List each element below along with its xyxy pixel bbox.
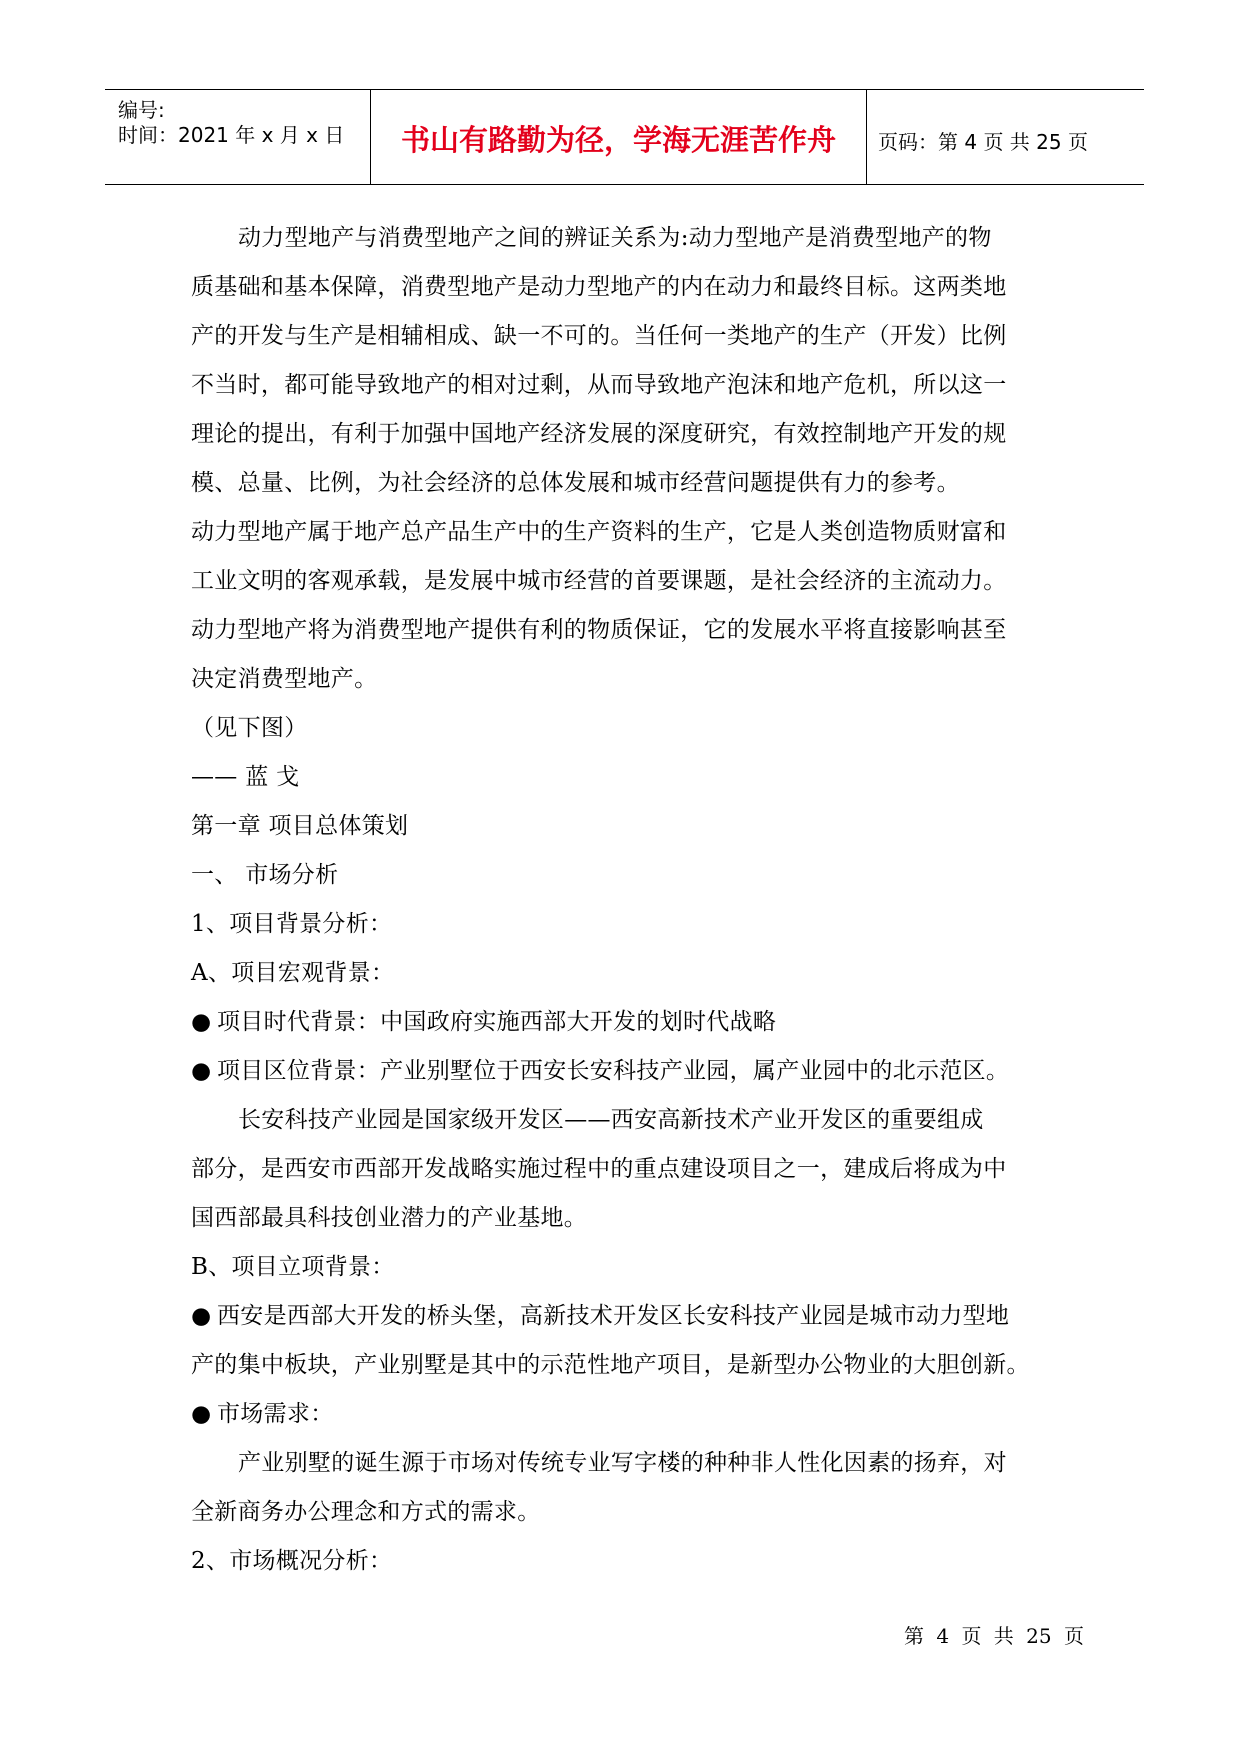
body-line: 部分，是西安市西部开发战略实施过程中的重点建设项目之一，建成后将成为中 <box>191 1156 1007 1182</box>
body-line: 产的集中板块，产业别墅是其中的示范性地产项目，是新型办公物业的大胆创新。 <box>191 1352 1030 1378</box>
page-header <box>105 89 1144 185</box>
bullet-text: 项目区位背景：产业别墅位于西安长安科技产业园，属产业园中的北示范区。 <box>217 1058 1010 1084</box>
bullet-icon: ● <box>191 1058 212 1084</box>
page-footer: 第 4 页 共 25 页 <box>904 1624 1084 1648</box>
bullet-icon: ● <box>191 1401 212 1427</box>
body-line: 全新商务办公理念和方式的需求。 <box>191 1499 541 1525</box>
body-line: 工业文明的客观承载，是发展中城市经营的首要课题，是社会经济的主流动力。 <box>191 568 1007 594</box>
header-motto: 书山有路勤为径，学海无涯苦作舟 <box>400 123 836 157</box>
body-line: 质基础和基本保障，消费型地产是动力型地产的内在动力和最终目标。这两类地 <box>191 274 1007 300</box>
author-line: —— 蓝 戈 <box>191 764 300 790</box>
figure-reference: （见下图） <box>191 715 308 741</box>
body-line: 长安科技产业园是国家级开发区——西安高新技术产业开发区的重要组成 <box>238 1107 984 1133</box>
body-line: 动力型地产属于地产总产品生产中的生产资料的生产，它是人类创造物质财富和 <box>191 519 1007 545</box>
header-left-cell <box>105 90 370 184</box>
bullet-icon: ● <box>191 1303 212 1329</box>
subsection-heading: B、项目立项背景： <box>191 1254 395 1280</box>
body-line: 动力型地产将为消费型地产提供有利的物质保证，它的发展水平将直接影响甚至 <box>191 617 1007 643</box>
body-line: 理论的提出，有利于加强中国地产经济发展的深度研究，有效控制地产开发的规 <box>191 421 1007 447</box>
chapter-heading: 第一章 项目总体策划 <box>191 813 409 839</box>
bullet-text: 项目时代背景：中国政府实施西部大开发的划时代战略 <box>217 1009 777 1035</box>
bullet-item <box>191 1390 1081 1439</box>
document-body <box>191 214 1081 1586</box>
document-time-label: 时间：2021 年 x 月 x 日 <box>118 123 345 147</box>
subsection-heading: 2、市场概况分析： <box>191 1548 393 1574</box>
header-page-label: 页码：第 4 页 共 25 页 <box>878 130 1088 154</box>
bullet-text: 市场需求： <box>217 1401 334 1427</box>
body-line: 动力型地产与消费型地产之间的辨证关系为:动力型地产是消费型地产的物 <box>238 225 992 251</box>
bullet-icon: ● <box>191 1009 212 1035</box>
body-line: 不当时，都可能导致地产的相对过剩，从而导致地产泡沫和地产危机，所以这一 <box>191 372 1007 398</box>
bullet-item <box>191 1047 1081 1096</box>
body-line: 决定消费型地产。 <box>191 666 378 692</box>
subsection-heading: A、项目宏观背景： <box>191 960 395 986</box>
bullet-item <box>191 1292 1081 1341</box>
body-line: 模、总量、比例，为社会经济的总体发展和城市经营问题提供有力的参考。 <box>191 470 960 496</box>
section-heading: 一、 市场分析 <box>191 862 339 888</box>
header-right-cell <box>866 90 1144 184</box>
body-line: 产的开发与生产是相辅相成、缺一不可的。当任何一类地产的生产（开发）比例 <box>191 323 1007 349</box>
body-line: 国西部最具科技创业潜力的产业基地。 <box>191 1205 588 1231</box>
header-middle-cell <box>370 90 867 184</box>
subsection-heading: 1、项目背景分析： <box>191 911 393 937</box>
bullet-item <box>191 998 1081 1047</box>
body-line: 产业别墅的诞生源于市场对传统专业写字楼的种种非人性化因素的扬弃，对 <box>238 1450 1007 1476</box>
document-number-label: 编号: <box>118 98 165 122</box>
bullet-text: 西安是西部大开发的桥头堡，高新技术开发区长安科技产业园是城市动力型地 <box>217 1303 1010 1329</box>
